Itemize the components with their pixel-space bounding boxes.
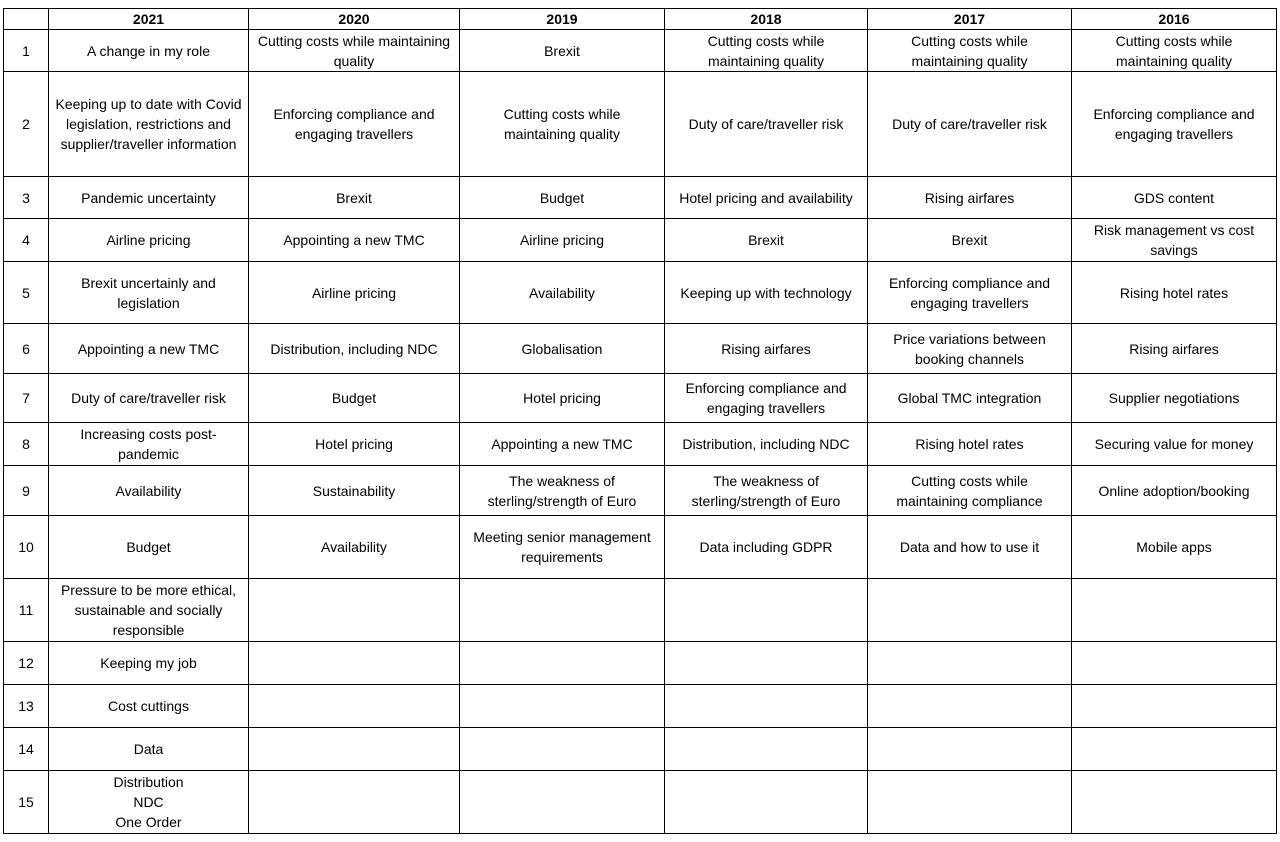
table-row (4, 423, 1277, 466)
cell-2021: Brexit uncertainly and legislation (49, 262, 249, 324)
cell-2017: Cutting costs while maintaining quality (868, 30, 1072, 72)
cell-2021: Data (49, 728, 249, 771)
cell-2018: Data including GDPR (665, 516, 868, 579)
cell-2021: A change in my role (49, 30, 249, 72)
table-row (4, 30, 1277, 72)
cell-2017: Cutting costs while maintaining compliance (868, 466, 1072, 516)
cell-2019 (460, 642, 665, 685)
cell-2016: Online adoption/booking (1072, 466, 1277, 516)
header-2017: 2017 (868, 9, 1072, 30)
cell-2020: Airline pricing (249, 262, 460, 324)
table-row (4, 579, 1277, 642)
cell-2016: Mobile apps (1072, 516, 1277, 579)
rank-cell: 3 (4, 177, 49, 219)
cell-2016: Securing value for money (1072, 423, 1277, 466)
cell-2017 (868, 728, 1072, 771)
cell-2017 (868, 771, 1072, 834)
rank-cell: 2 (4, 72, 49, 177)
cell-2016: Enforcing compliance and engaging travellers (1072, 72, 1277, 177)
cell-2018: Cutting costs while maintaining quality (665, 30, 868, 72)
cell-2020: Brexit (249, 177, 460, 219)
table-row (4, 177, 1277, 219)
rank-cell: 4 (4, 219, 49, 262)
cell-2018 (665, 728, 868, 771)
cell-2016: GDS content (1072, 177, 1277, 219)
cell-2019 (460, 579, 665, 642)
cell-2020: Availability (249, 516, 460, 579)
cell-2016: Rising hotel rates (1072, 262, 1277, 324)
header-2018: 2018 (665, 9, 868, 30)
cell-2019 (460, 771, 665, 834)
cell-2018: Duty of care/traveller risk (665, 72, 868, 177)
cell-line: Distribution (113, 774, 184, 790)
cell-2018: Brexit (665, 219, 868, 262)
header-2020: 2020 (249, 9, 460, 30)
priorities-table (3, 8, 1277, 834)
cell-2018: Enforcing compliance and engaging travellers (665, 374, 868, 423)
header-2019: 2019 (460, 9, 665, 30)
cell-line: One Order (115, 814, 182, 830)
cell-line: NDC (133, 794, 164, 810)
cell-2020 (249, 685, 460, 728)
cell-2020: Hotel pricing (249, 423, 460, 466)
table-row (4, 262, 1277, 324)
cell-2020 (249, 728, 460, 771)
cell-2021: Keeping my job (49, 642, 249, 685)
cell-2018 (665, 642, 868, 685)
cell-2018: The weakness of sterling/strength of Euro (665, 466, 868, 516)
cell-2017: Brexit (868, 219, 1072, 262)
cell-2016: Risk management vs cost savings (1072, 219, 1277, 262)
rank-cell: 1 (4, 30, 49, 72)
table-row (4, 728, 1277, 771)
cell-2021: Keeping up to date with Covid legislation, restrictions and supplier/traveller information (49, 72, 249, 177)
cell-2021 (49, 771, 249, 834)
table-row (4, 685, 1277, 728)
table-row (4, 466, 1277, 516)
cell-2017 (868, 642, 1072, 685)
cell-2020: Appointing a new TMC (249, 219, 460, 262)
cell-2018: Rising airfares (665, 324, 868, 374)
rank-cell: 11 (4, 579, 49, 642)
cell-2021: Increasing costs post-pandemic (49, 423, 249, 466)
rank-cell: 14 (4, 728, 49, 771)
rank-cell: 9 (4, 466, 49, 516)
rank-cell: 6 (4, 324, 49, 374)
cell-2017 (868, 579, 1072, 642)
cell-2020: Distribution, including NDC (249, 324, 460, 374)
cell-2020 (249, 771, 460, 834)
cell-2021: Airline pricing (49, 219, 249, 262)
table-row (4, 771, 1277, 834)
cell-2019: Globalisation (460, 324, 665, 374)
rank-cell: 13 (4, 685, 49, 728)
cell-2019: Airline pricing (460, 219, 665, 262)
cell-2017: Enforcing compliance and engaging travellers (868, 262, 1072, 324)
cell-2017: Duty of care/traveller risk (868, 72, 1072, 177)
header-2016: 2016 (1072, 9, 1277, 30)
table-row (4, 374, 1277, 423)
cell-2019: Budget (460, 177, 665, 219)
cell-2017: Rising hotel rates (868, 423, 1072, 466)
cell-2019: Availability (460, 262, 665, 324)
cell-2021: Pandemic uncertainty (49, 177, 249, 219)
table-row (4, 642, 1277, 685)
table-row (4, 324, 1277, 374)
cell-2018: Keeping up with technology (665, 262, 868, 324)
cell-2021: Duty of care/traveller risk (49, 374, 249, 423)
cell-2019: The weakness of sterling/strength of Euro (460, 466, 665, 516)
rank-cell: 7 (4, 374, 49, 423)
cell-2016 (1072, 642, 1277, 685)
cell-2018 (665, 771, 868, 834)
cell-2016 (1072, 685, 1277, 728)
cell-2021: Availability (49, 466, 249, 516)
cell-2020: Budget (249, 374, 460, 423)
rank-cell: 5 (4, 262, 49, 324)
cell-2016 (1072, 579, 1277, 642)
cell-2019 (460, 728, 665, 771)
table-row (4, 516, 1277, 579)
cell-2020 (249, 579, 460, 642)
cell-2020: Sustainability (249, 466, 460, 516)
cell-2021: Budget (49, 516, 249, 579)
rank-cell: 10 (4, 516, 49, 579)
cell-2019: Hotel pricing (460, 374, 665, 423)
cell-2020: Cutting costs while maintaining quality (249, 30, 460, 72)
cell-2020: Enforcing compliance and engaging travellers (249, 72, 460, 177)
cell-2018 (665, 685, 868, 728)
cell-2018 (665, 579, 868, 642)
cell-2017: Rising airfares (868, 177, 1072, 219)
cell-2018: Hotel pricing and availability (665, 177, 868, 219)
rank-cell: 8 (4, 423, 49, 466)
table-row (4, 219, 1277, 262)
cell-2019: Appointing a new TMC (460, 423, 665, 466)
rank-cell: 12 (4, 642, 49, 685)
cell-2019: Brexit (460, 30, 665, 72)
cell-2016: Cutting costs while maintaining quality (1072, 30, 1277, 72)
cell-2019: Cutting costs while maintaining quality (460, 72, 665, 177)
cell-2016 (1072, 771, 1277, 834)
cell-2021: Appointing a new TMC (49, 324, 249, 374)
header-rank (4, 9, 49, 30)
cell-2021: Pressure to be more ethical, sustainable and socially responsible (49, 579, 249, 642)
cell-2016: Rising airfares (1072, 324, 1277, 374)
cell-2017: Global TMC integration (868, 374, 1072, 423)
header-row (4, 9, 1277, 30)
cell-2017: Data and how to use it (868, 516, 1072, 579)
cell-2020 (249, 642, 460, 685)
rank-cell: 15 (4, 771, 49, 834)
cell-2019 (460, 685, 665, 728)
cell-2017: Price variations between booking channels (868, 324, 1072, 374)
table-row (4, 72, 1277, 177)
cell-2019: Meeting senior management requirements (460, 516, 665, 579)
cell-2017 (868, 685, 1072, 728)
cell-2016: Supplier negotiations (1072, 374, 1277, 423)
header-2021: 2021 (49, 9, 249, 30)
cell-2021: Cost cuttings (49, 685, 249, 728)
cell-2016 (1072, 728, 1277, 771)
cell-2018: Distribution, including NDC (665, 423, 868, 466)
